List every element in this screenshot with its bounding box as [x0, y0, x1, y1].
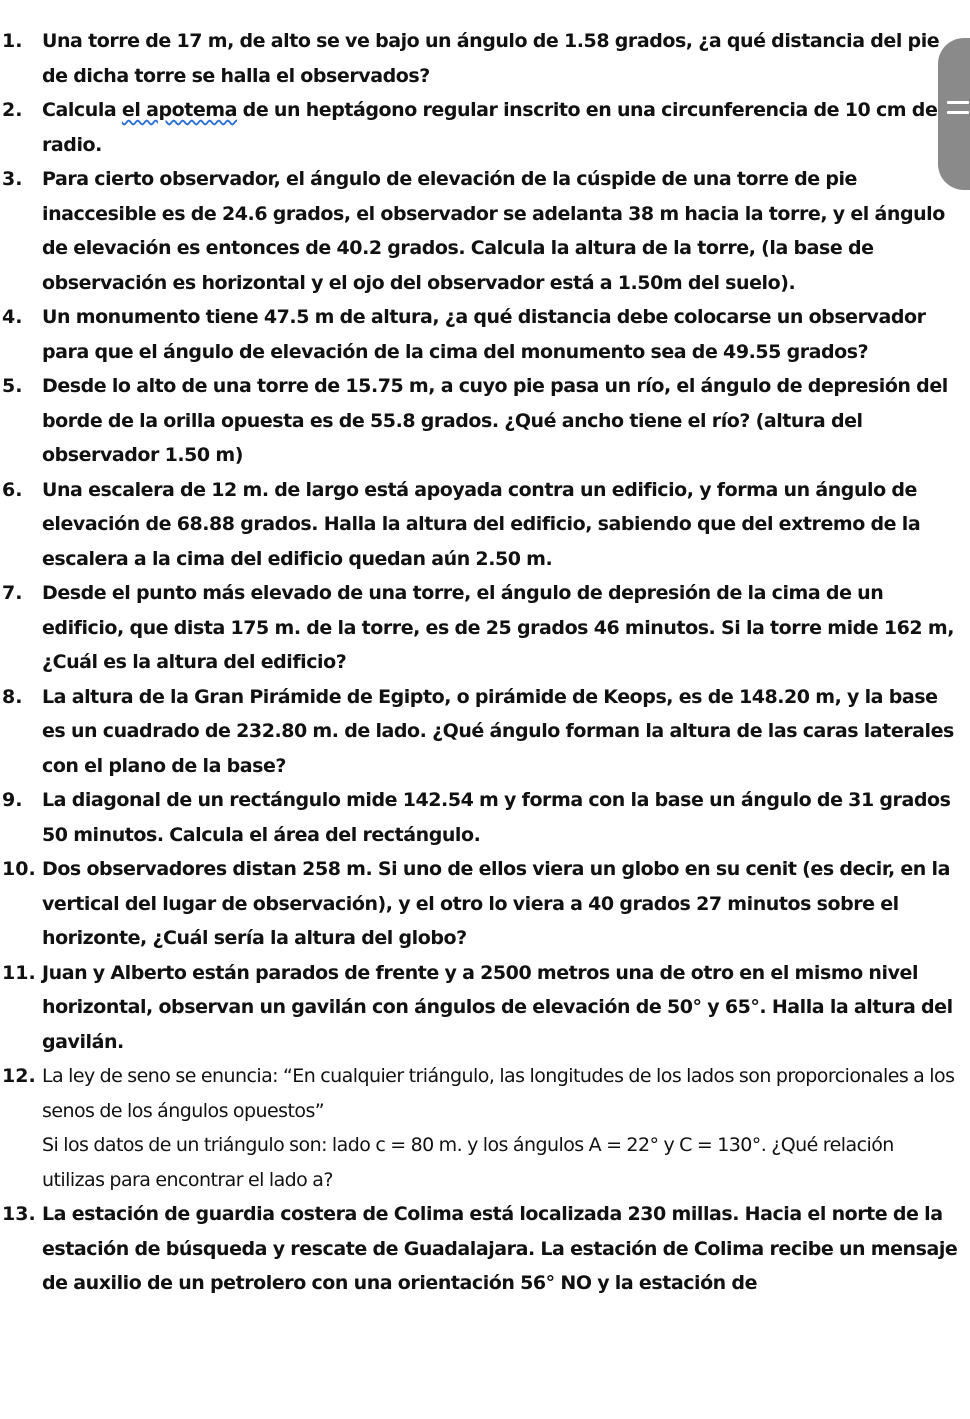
problem-3 — [0, 162, 960, 300]
problem-number: 4. — [2, 306, 23, 328]
problem-text: Dos observadores distan 258 m. Si uno de ellos viera un globo en su cenit (es decir, en la vertical del lugar de observación), y el otro lo viera a 40 grados 27 minutos sobre el horizonte, ¿Cuál sería la altura del globo? — [42, 858, 950, 949]
problem-5 — [0, 369, 960, 473]
problem-text: Desde lo alto de una torre de 15.75 m, a cuyo pie pasa un río, el ángulo de depresión del borde de la orilla opuesta es de 55.8 grados. ¿Qué ancho tiene el río? (altura del observador 1.50 m) — [42, 375, 948, 466]
underlined-term: el apotema — [121, 99, 237, 121]
problem-number: 11. — [2, 961, 36, 984]
problem-number: 9. — [2, 789, 23, 811]
problem-text-end: de un heptágono regular inscrito en una circunferencia de 10 cm de radio. — [42, 99, 938, 156]
problem-number: 1. — [2, 30, 23, 52]
problem-question: Si los datos de un triángulo son: lado c = 80 m. y los ángulos A = 22° y C = 130°. ¿Qué relación utilizas para encontrar el lado a? — [42, 1134, 894, 1191]
problem-11 — [0, 956, 960, 1060]
problem-9 — [0, 783, 960, 852]
problem-7 — [0, 576, 960, 680]
problem-2 — [0, 93, 960, 162]
problem-number: 3. — [2, 168, 23, 190]
menu-lines-icon[interactable] — [947, 101, 969, 125]
problem-list — [0, 24, 960, 1301]
problem-text — [42, 1059, 960, 1197]
problem-number: 12. — [2, 1065, 36, 1087]
problem-text: Un monumento tiene 47.5 m de altura, ¿a qué distancia debe colocarse un observador para que el ángulo de elevación de la cima del monumento sea de 49.55 grados? — [42, 306, 926, 363]
problem-text — [42, 93, 960, 162]
problem-10 — [0, 852, 960, 956]
problem-text: La estación de guardia costera de Colima está localizada 230 millas. Hacia el norte de la estación de búsqueda y rescate de Guadalajara. La estación de Colima recibe un mensaje de auxilio de un petrolero con una orientación 56° NO y la estación de — [42, 1203, 958, 1294]
problem-number: 5. — [2, 375, 23, 397]
problem-text: Desde el punto más elevado de una torre, el ángulo de depresión de la cima de un edificio, que dista 175 m. de la torre, es de 25 grados 46 minutos. Si la torre mide 162 m, ¿Cuál es la altura del edificio? — [42, 582, 954, 673]
problem-text: Una torre de 17 m, de alto se ve bajo un ángulo de 1.58 grados, ¿a qué distancia del pie de dicha torre se halla el observados? — [42, 30, 940, 87]
problem-4 — [0, 300, 960, 369]
problem-13 — [0, 1197, 960, 1301]
problem-text: Juan y Alberto están parados de frente y a 2500 metros una de otro en el mismo nivel horizontal, observan un gavilán con ángulos de elevación de 50° y 65°. Halla la altura del gavilán. — [42, 961, 953, 1053]
problem-number: 6. — [2, 478, 23, 501]
problem-1 — [0, 24, 960, 93]
problem-text: La diagonal de un rectángulo mide 142.54 m y forma con la base un ángulo de 31 grados 50 minutos. Calcula el área del rectángulo. — [42, 789, 951, 846]
problem-6 — [0, 473, 960, 577]
problem-text: Una escalera de 12 m. de largo está apoyada contra un edificio, y forma un ángulo de elevación de 68.88 grados. Halla la altura del edificio, sabiendo que del extremo de la escalera a la cima del edificio quedan aún 2.50 m. — [42, 478, 921, 570]
problem-number: 10. — [2, 858, 36, 880]
problem-number: 2. — [2, 99, 23, 121]
problem-number: 8. — [2, 685, 23, 708]
problem-text: La altura de la Gran Pirámide de Egipto, o pirámide de Keops, es de 148.20 m, y la base es un cuadrado de 232.80 m. de lado. ¿Qué ángulo forman la altura de las caras laterales con el plano de la base? — [42, 685, 954, 777]
problem-number: 7. — [2, 582, 23, 604]
problem-8 — [0, 680, 960, 784]
problem-12 — [0, 1059, 960, 1197]
problem-text-start: Calcula — [42, 99, 122, 121]
problem-number: 13. — [2, 1203, 36, 1225]
problem-statement: La ley de seno se enuncia: “En cualquier triángulo, las longitudes de los lados son proporcionales a los senos de los ángulos opuestos” — [42, 1065, 955, 1122]
problem-text: Para cierto observador, el ángulo de elevación de la cúspide de una torre de pie inaccesible es de 24.6 grados, el observador se adelanta 38 m hacia la torre, y el ángulo de elevación es entonces de 40.2 grados. Calcula la altura de la torre, (la base de observación es horizontal y el ojo del observador está a 1.50m del suelo). — [42, 168, 945, 294]
